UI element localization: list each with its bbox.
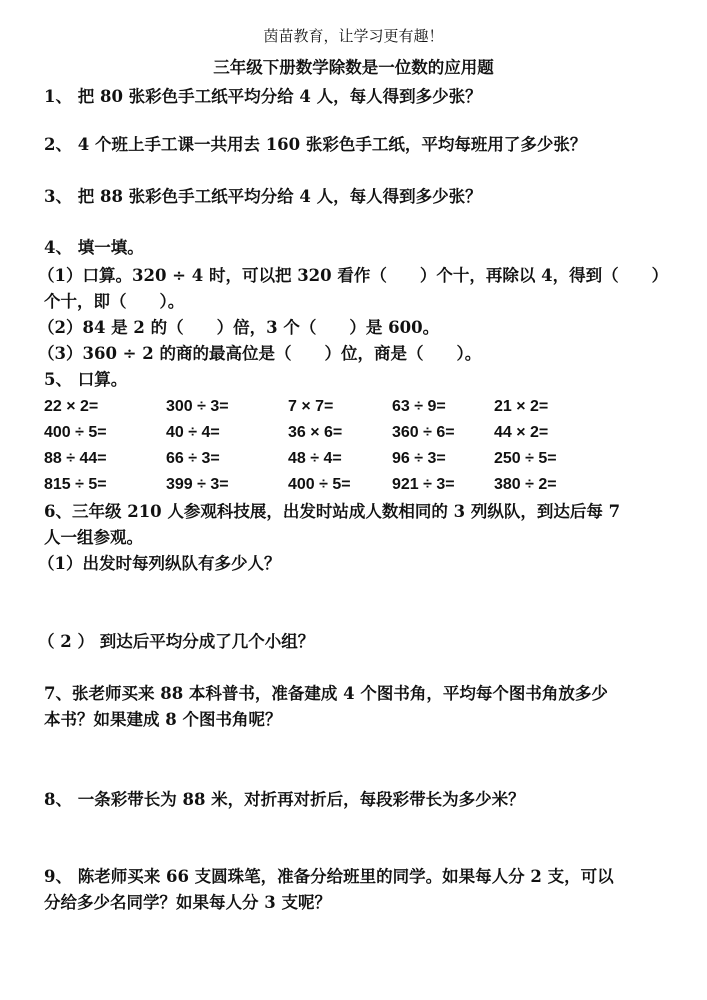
question-4-part-3: （3）360 ÷ 2 的商的最高位是（ ）位，商是（ ）。 <box>38 344 482 363</box>
math-problem: 36 × 6= <box>288 424 343 441</box>
page-title: 三年级下册数学除数是一位数的应用题 <box>213 58 494 77</box>
question-4-part-1: （1）口算。320 ÷ 4 时，可以把 320 看作（ ）个十，再除以 4，得到（ ） <box>38 266 669 285</box>
question-6-part-1: （1）出发时每列纵队有多少人？ <box>38 554 281 573</box>
math-problem: 48 ÷ 4= <box>288 450 342 467</box>
math-problem: 300 ÷ 3= <box>166 398 229 415</box>
question-7: 7、张老师买来 88 本科普书，准备建成 4 个图书角，平均每个图书角放多少 <box>44 684 608 703</box>
math-problem: 360 ÷ 6= <box>392 424 455 441</box>
math-problem: 44 × 2= <box>494 424 549 441</box>
math-problem: 400 ÷ 5= <box>44 424 107 441</box>
math-problem: 815 ÷ 5= <box>44 476 107 493</box>
math-problem: 250 ÷ 5= <box>494 450 557 467</box>
page-header: 茵苗教育，让学习更有趣！ <box>263 27 444 45</box>
question-1: 1、 把 80 张彩色手工纸平均分给 4 人，每人得到多少张？ <box>44 87 482 106</box>
question-6: 6、三年级 210 人参观科技展，出发时站成人数相同的 3 列纵队，到达后每 7 <box>44 502 621 521</box>
question-9: 9、 陈老师买来 66 支圆珠笔，准备分给班里的同学。如果每人分 2 支，可以 <box>44 867 614 886</box>
question-6-cont: 人一组参观。 <box>44 528 143 547</box>
math-problem: 40 ÷ 4= <box>166 424 220 441</box>
question-9-cont: 分给多少名同学？如果每人分 3 支呢？ <box>44 893 331 912</box>
math-problem: 22 × 2= <box>44 398 99 415</box>
question-7-cont: 本书？如果建成 8 个图书角呢？ <box>44 710 282 729</box>
math-problem: 96 ÷ 3= <box>392 450 446 467</box>
math-problem: 380 ÷ 2= <box>494 476 557 493</box>
question-8: 8、 一条彩带长为 88 米，对折再对折后，每段彩带长为多少米？ <box>44 790 525 809</box>
question-4-part-1-cont: 个十，即（ ）。 <box>44 292 185 311</box>
question-6-part-2: （ 2 ） 到达后平均分成了几个小组？ <box>38 632 315 651</box>
question-3: 3、 把 88 张彩色手工纸平均分给 4 人，每人得到多少张？ <box>44 187 482 206</box>
math-problem: 21 × 2= <box>494 398 549 415</box>
math-problem: 66 ÷ 3= <box>166 450 220 467</box>
question-4-title: 4、 填一填。 <box>44 238 144 257</box>
math-problem: 921 ÷ 3= <box>392 476 455 493</box>
math-problem: 7 × 7= <box>288 398 334 415</box>
math-problem: 399 ÷ 3= <box>166 476 229 493</box>
question-2: 2、 4 个班上手工课一共用去 160 张彩色手工纸，平均每班用了多少张？ <box>44 135 587 154</box>
math-problem: 88 ÷ 44= <box>44 450 107 467</box>
question-5-title: 5、 口算。 <box>44 370 128 389</box>
question-4-part-2: （2）84 是 2 的（ ）倍，3 个（ ）是 600。 <box>38 318 440 337</box>
math-problem: 63 ÷ 9= <box>392 398 446 415</box>
math-problem: 400 ÷ 5= <box>288 476 351 493</box>
